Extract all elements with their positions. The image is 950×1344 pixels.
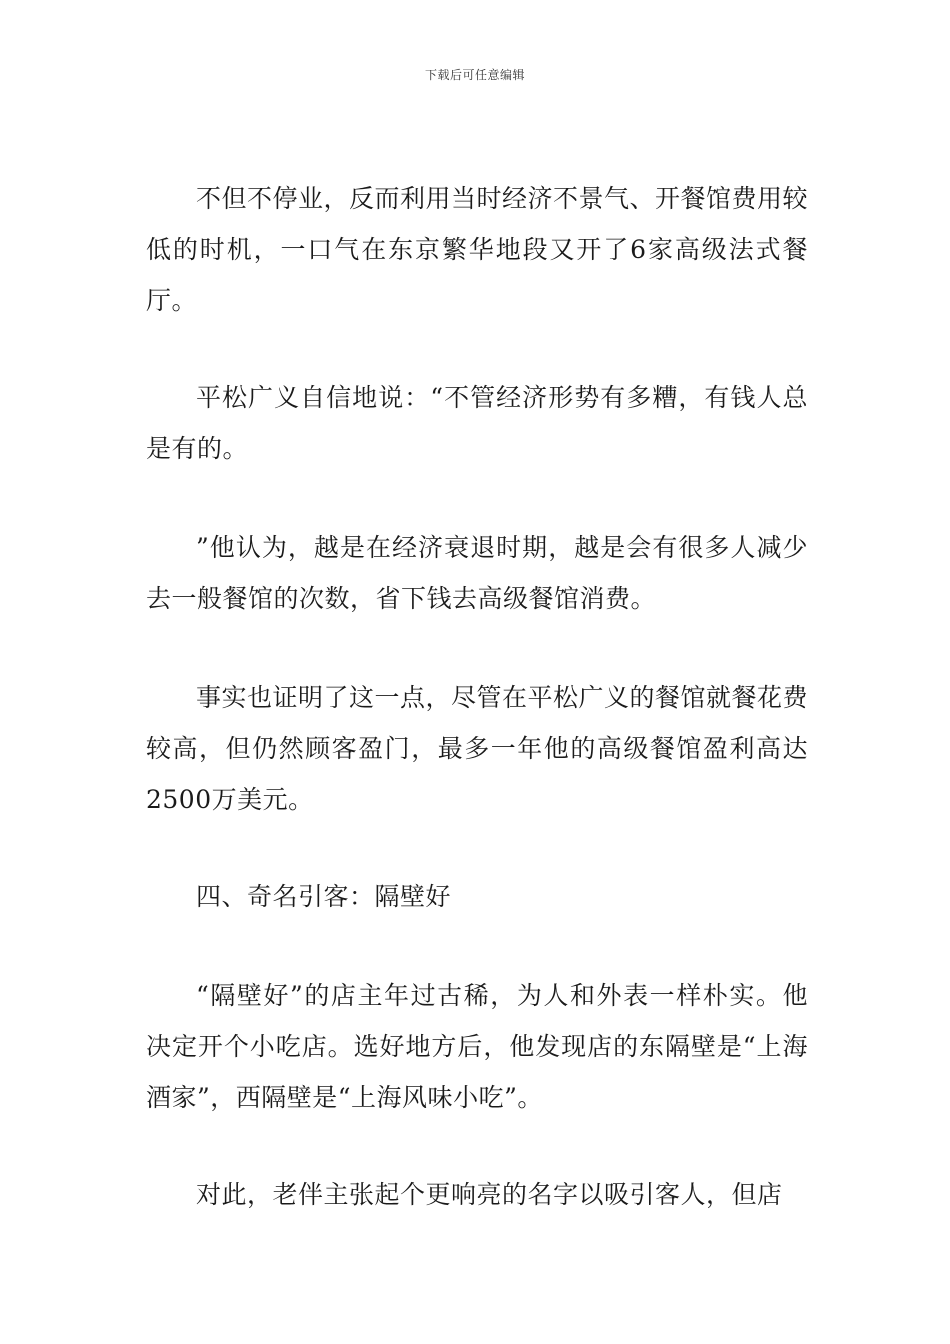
paragraph-3: ”他认为，越是在经济衰退时期，越是会有很多人减少去一般餐馆的次数，省下钱去高级餐馆消费。 xyxy=(146,533,808,613)
paragraph-6: 对此，老伴主张起个更响亮的名字以吸引客人，但店 xyxy=(196,1180,783,1209)
paragraph-2: 平松广义自信地说：“不管经济形势有多糟，有钱人总是有的。 xyxy=(146,383,808,463)
paragraph-1: 不但不停业，反而利用当时经济不景气、开餐馆费用较低的时机，一口气在东京繁华地段又开了6家高级法式餐厅。 xyxy=(146,184,809,315)
section-heading: 四、奇名引客：隔壁好 xyxy=(196,882,452,911)
paragraph-5: “隔壁好”的店主年过古稀，为人和外表一样朴实。他决定开个小吃店。选好地方后，他发现店的东隔壁是“上海酒家”，西隔壁是“上海风味小吃”。 xyxy=(146,981,808,1112)
paragraph-4: 事实也证明了这一点，尽管在平松广义的餐馆就餐花费较高，但仍然顾客盈门，最多一年他的高级餐馆盈利高达2500万美元。 xyxy=(146,683,809,814)
page-header: 下载后可任意编辑 xyxy=(424,68,525,82)
